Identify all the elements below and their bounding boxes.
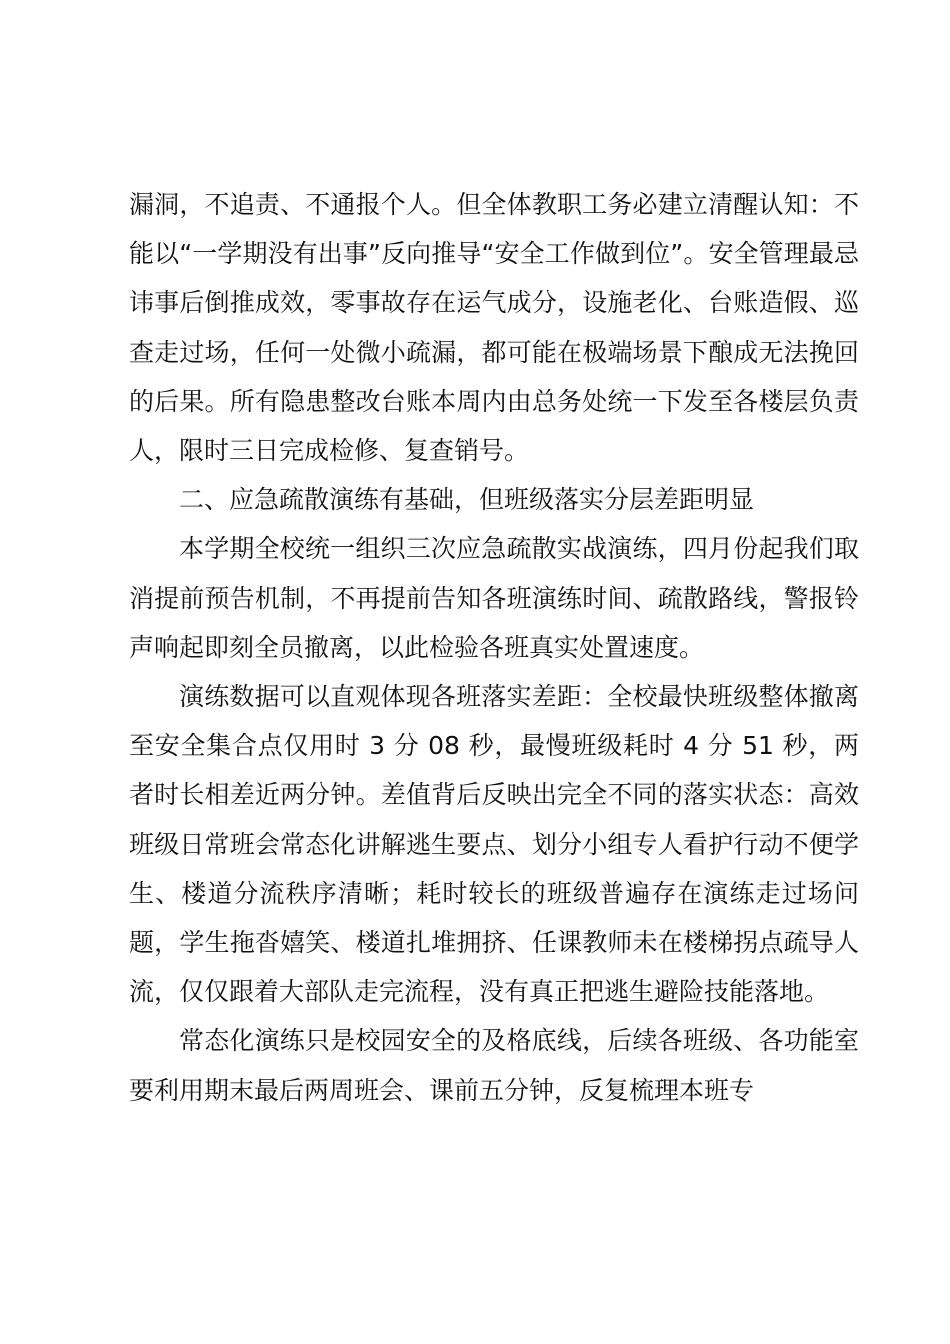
paragraph-drill-overview: 本学期全校统一组织三次应急疏散实战演练，四月份起我们取消提前预告机制，不再提前告知各班演练时间、疏散路线，警报铃声响起即刻全员撤离，以此检验各班真实处置速度。 [129, 534, 859, 662]
paragraph-drill-data: 演练数据可以直观体现各班落实差距：全校最快班级整体撤离至安全集合点仅用时 3 分 08 秒，最慢班级耗时 4 分 51 秒，两者时长相差近两分钟。差值背后反映出完全不同的落实状态：高效班级日常班会常态化讲解逃生要点、划分小组专人看护行动不便学生、楼道分流秩序清晰；耗时较长的班级普遍存在演练走过场问题，学生拖沓嬉笑、楼道扎堆拥挤、任课教师未在楼梯拐点疏导人流，仅仅跟着大部队走完流程，没有真正把逃生避险技能落地。 [129, 682, 859, 1007]
section-heading-evacuation-drill: 二、应急疏散演练有基础，但班级落实分层差距明显 [179, 485, 755, 515]
paragraph-safety-audit-conclusion: 漏洞，不追责、不通报个人。但全体教职工务必建立清醒认知：不能以“一学期没有出事”反向推导“安全工作做到位”。安全管理最忌讳事后倒推成效，零事故存在运气成分，设施老化、台账造假、巡查走过场，任何一处微小疏漏，都可能在极端场景下酿成无法挽回的后果。所有隐患整改台账本周内由总务处统一下发至各楼层负责人，限时三日完成检修、复查销号。 [129, 190, 859, 466]
document-body [129, 180, 859, 1115]
paragraph-follow-up-requirements: 常态化演练只是校园安全的及格底线，后续各班级、各功能室要利用期末最后两周班会、课前五分钟，反复梳理本班专 [129, 1026, 859, 1105]
